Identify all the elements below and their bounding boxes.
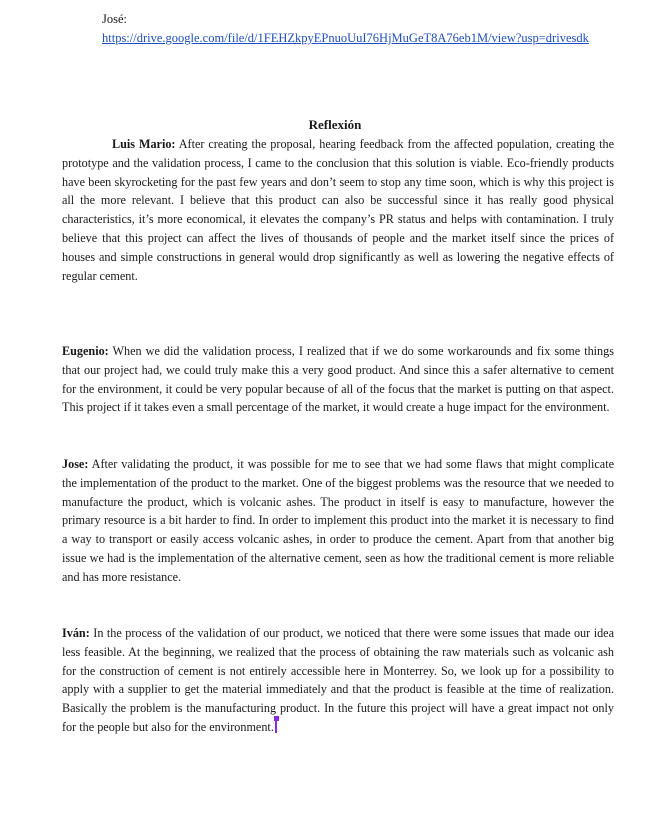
- link-block: [102, 10, 622, 48]
- reflection-paragraph-ivan: [62, 624, 614, 737]
- speaker-name: Eugenio:: [62, 344, 109, 358]
- paragraph-text: After validating the product, it was possible for me to see that we had some flaws that might complicate the implementation of the product to the market. One of the biggest problems was the resource that we needed to manufacture the product, which is volcanic ashes. The product in itself is easy to manufacture, however the primary resource is a bit harder to find. In order to implement this product into the market it is necessary to find a way to transport or easily access volcanic ashes, in order to produce the cement. Apart from that another big issue we had is the implementation of the alternative cement, seen as how the traditional cement is more reliable and has more resistance.: [62, 457, 614, 584]
- speaker-name: Iván:: [62, 626, 90, 640]
- speaker-name: Jose:: [62, 457, 89, 471]
- reflection-paragraph-eugenio: [62, 342, 614, 417]
- paragraph-text: When we did the validation process, I realized that if we do some workarounds and fix some things that our project had, we could truly make this a very good product. And since this a safer alternative to cement for the environment, it could be very popular because of all of the focus that the market is putting on that aspect. This project if it takes even a small percentage of the market, it would create a huge impact for the environment.: [62, 344, 614, 415]
- reflection-paragraph-luis-mario: [62, 135, 614, 285]
- author-name: José:: [102, 12, 127, 26]
- reflection-paragraph-jose: [62, 455, 614, 587]
- text-cursor: [275, 719, 277, 733]
- speaker-name: Luis Mario:: [112, 137, 176, 151]
- paragraph-text: In the process of the validation of our product, we noticed that there were some issues that made our idea less feasible. At the beginning, we realized that the process of obtaining the raw materials such as volcanic ash for the construction of cement is not entirely accessible here in Monterrey. So, we look up for a possibility to apply with a supplier to get the material immediately and that the product is feasible at the time of realization. Basically the problem is the manufacturing product. In the future this project will have a great impact not only for the people but also for the environment.: [62, 626, 614, 734]
- paragraph-text: After creating the proposal, hearing feedback from the affected population, creating the prototype and the validation process, I came to the conclusion that this solution is viable. Eco-friendly products have been skyrocketing for the past few years and don’t seem to stop any time soon, which is why this project is all the more relevant. I believe that this product can also be successful since it has really good physical characteristics, it’s more economical, it elevates the company’s PR status and helps with contamination. I truly believe that this project can affect the lives of thousands of people and the market itself since the prices of houses and simple constructions in general would drop significantly as well as lowering the negative effects of regular cement.: [62, 137, 614, 283]
- drive-link[interactable]: https://drive.google.com/file/d/1FEHZkpyEPnuoUuI76HjMuGeT8A76eb1M/view?usp=drivesdk: [102, 31, 589, 45]
- document-title: Reflexión: [308, 117, 362, 132]
